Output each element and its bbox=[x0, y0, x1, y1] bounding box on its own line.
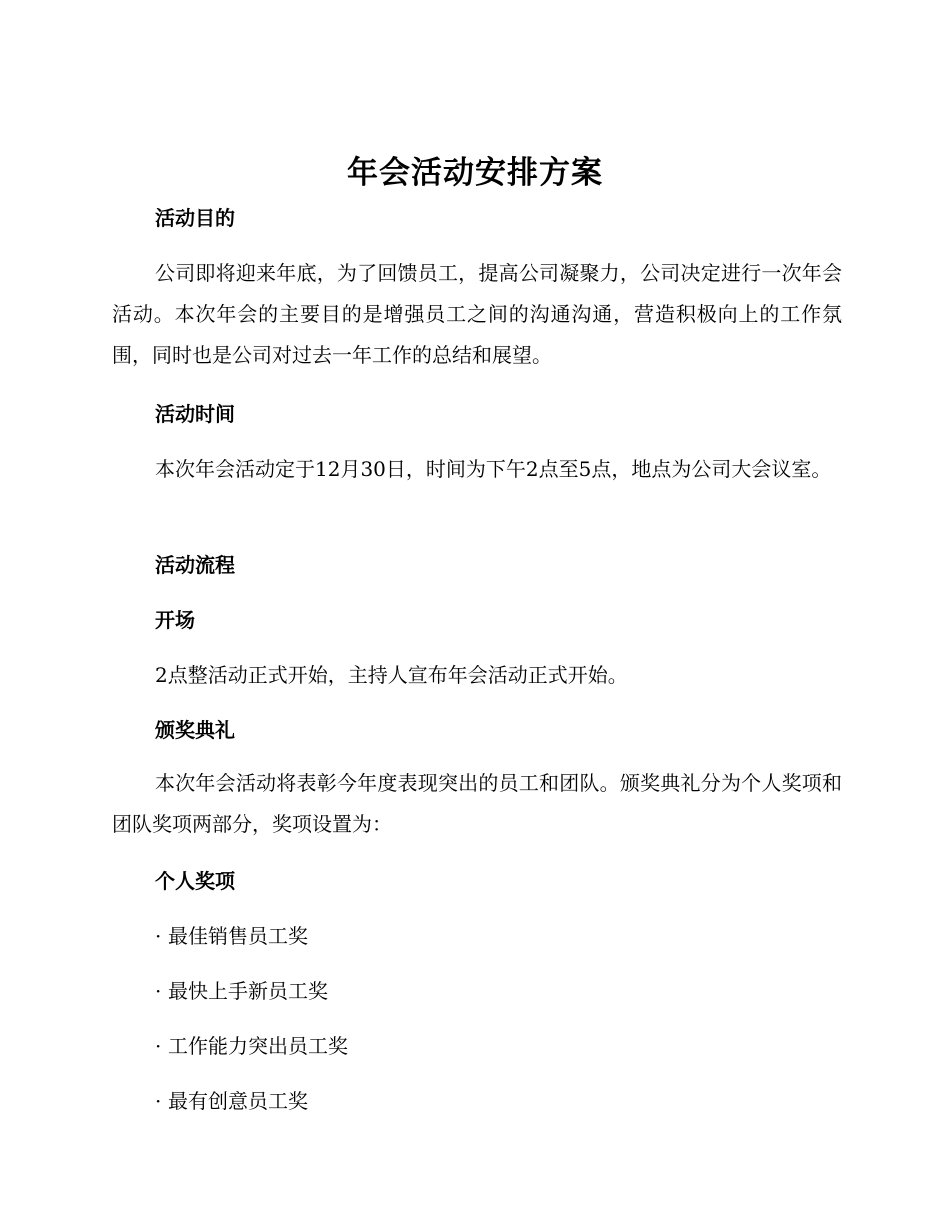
section-heading-purpose: 活动目的 bbox=[155, 206, 235, 230]
section-heading-process: 活动流程 bbox=[155, 553, 235, 577]
document-title: 年会活动安排方案 bbox=[347, 155, 603, 191]
paragraph-awards: 本次年会活动将表彰今年度表现突出的员工和团队。颁奖典礼分为个人奖项和团队奖项两部分，奖项设置为： bbox=[112, 771, 842, 836]
list-item-text: 最快上手新员工奖 bbox=[168, 979, 328, 1003]
bullet-mark: · bbox=[155, 1034, 162, 1058]
list-item-text: 最佳销售员工奖 bbox=[168, 924, 308, 948]
list-item-text: 最有创意员工奖 bbox=[168, 1089, 308, 1113]
paragraph-time: 本次年会活动定于12月30日，时间为下午2点至5点，地点为公司大会议室。 bbox=[155, 457, 832, 481]
section-heading-time: 活动时间 bbox=[155, 402, 235, 426]
list-item-text: 工作能力突出员工奖 bbox=[168, 1034, 348, 1058]
list-item bbox=[155, 921, 308, 951]
bullet-mark: · bbox=[155, 924, 162, 948]
bullet-mark: · bbox=[155, 1089, 162, 1113]
subsection-heading-awards: 颁奖典礼 bbox=[155, 718, 235, 742]
list-item bbox=[155, 1086, 308, 1116]
list-item bbox=[155, 976, 328, 1006]
subsection-heading-opening: 开场 bbox=[155, 608, 195, 632]
paragraph-opening: 2点整活动正式开始，主持人宣布年会活动正式开始。 bbox=[155, 663, 628, 687]
list-item bbox=[155, 1031, 348, 1061]
bullet-mark: · bbox=[155, 979, 162, 1003]
paragraph-purpose: 公司即将迎来年底，为了回馈员工，提高公司凝聚力，公司决定进行一次年会活动。本次年会的主要目的是增强员工之间的沟通沟通，营造积极向上的工作氛围，同时也是公司对过去一年工作的总结和展望。 bbox=[112, 261, 842, 367]
subsection-heading-individual-awards: 个人奖项 bbox=[155, 869, 235, 893]
